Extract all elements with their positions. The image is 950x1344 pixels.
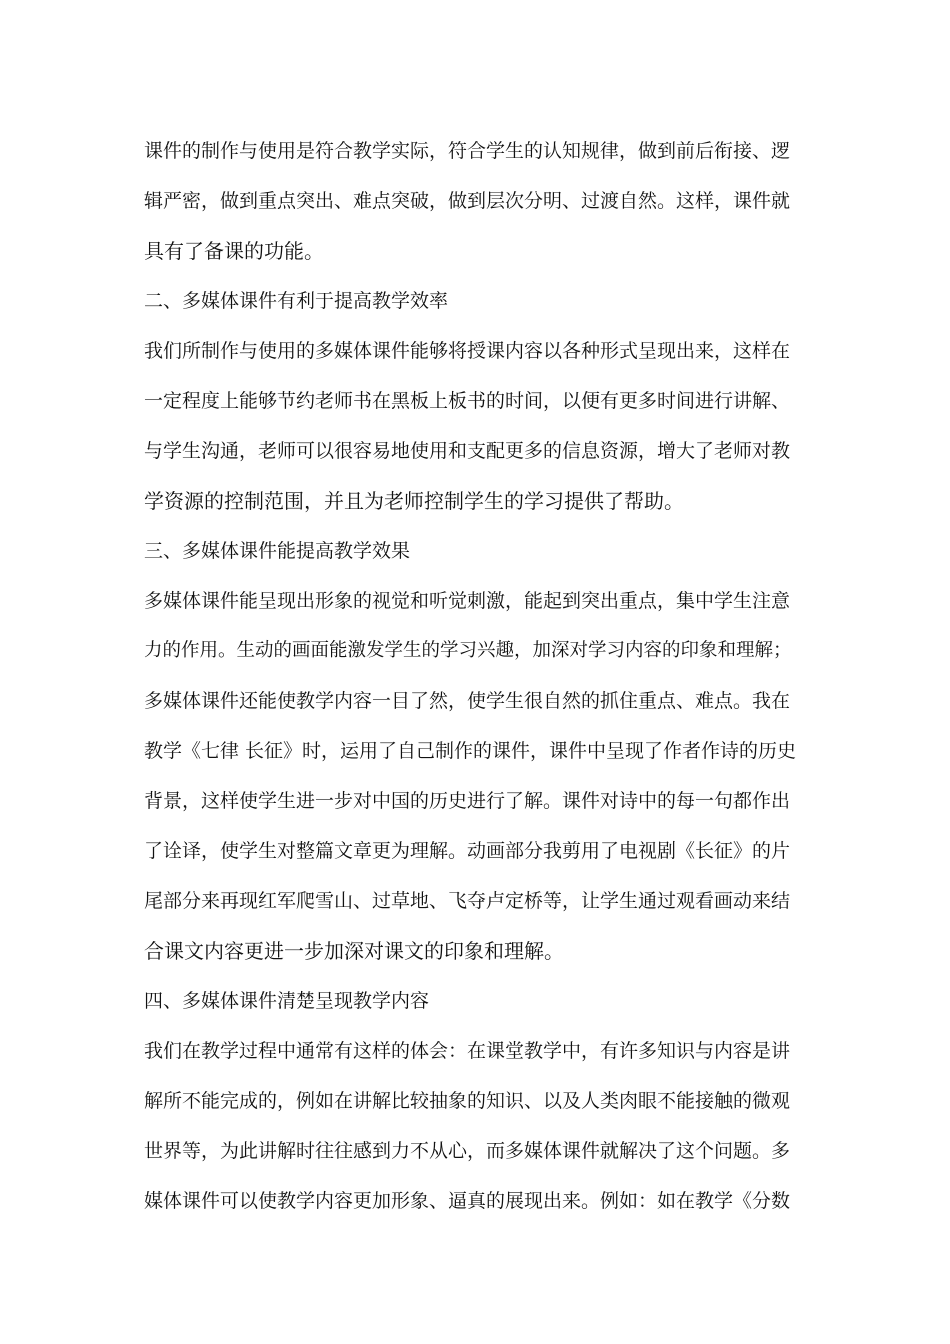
text-line: 我们在教学过程中通常有这样的体会：在课堂教学中，有许多知识与内容是讲: [144, 1040, 791, 1062]
text-line: 了诠译，使学生对整篇文章更为理解。动画部分我剪用了电视剧《长征》的片: [144, 840, 791, 862]
section-heading: 二、多媒体课件有利于提高教学效率: [144, 290, 449, 312]
text-line: 学资源的控制范围，并且为老师控制学生的学习提供了帮助。: [144, 489, 684, 513]
text-line: 多媒体课件还能使教学内容一目了然，使学生很自然的抓住重点、难点。我在: [144, 690, 791, 712]
text-line: 与学生沟通，老师可以很容易地使用和支配更多的信息资源，增大了老师对教: [144, 440, 791, 462]
text-line: 教学《七律 长征》时，运用了自己制作的课件，课件中呈现了作者作诗的历史: [144, 740, 797, 762]
document-body: [144, 126, 806, 1226]
text-line: 尾部分来再现红军爬雪山、过草地、飞夺卢定桥等，让学生通过观看画动来结: [144, 890, 791, 912]
text-line: 具有了备课的功能。: [144, 239, 324, 263]
section-heading: 三、多媒体课件能提高教学效果: [144, 540, 411, 562]
text-line: 一定程度上能够节约老师书在黑板上板书的时间，以便有更多时间进行讲解、: [144, 390, 791, 412]
text-line: 我们所制作与使用的多媒体课件能够将授课内容以各种形式呈现出来，这样在: [144, 340, 791, 362]
text-line: 课件的制作与使用是符合教学实际，符合学生的认知规律，做到前后衔接、逻: [144, 140, 791, 162]
section-heading: 四、多媒体课件清楚呈现教学内容: [144, 990, 430, 1012]
text-line: 媒体课件可以使教学内容更加形象、逼真的展现出来。例如：如在教学《分数: [144, 1190, 791, 1212]
text-line: 辑严密，做到重点突出、难点突破，做到层次分明、过渡自然。这样，课件就: [144, 190, 791, 212]
text-line: 解所不能完成的，例如在讲解比较抽象的知识、以及人类肉眼不能接触的微观: [144, 1090, 791, 1112]
text-line: 多媒体课件能呈现出形象的视觉和听觉刺激，能起到突出重点，集中学生注意: [144, 590, 791, 612]
text-line: 力的作用。生动的画面能激发学生的学习兴趣，加深对学习内容的印象和理解；: [144, 640, 792, 661]
text-line: 合课文内容更进一步加深对课文的印象和理解。: [144, 939, 564, 963]
text-line: 背景，这样使学生进一步对中国的历史进行了解。课件对诗中的每一句都作出: [144, 790, 791, 812]
text-line: 世界等，为此讲解时往往感到力不从心，而多媒体课件就解决了这个问题。多: [144, 1140, 791, 1162]
